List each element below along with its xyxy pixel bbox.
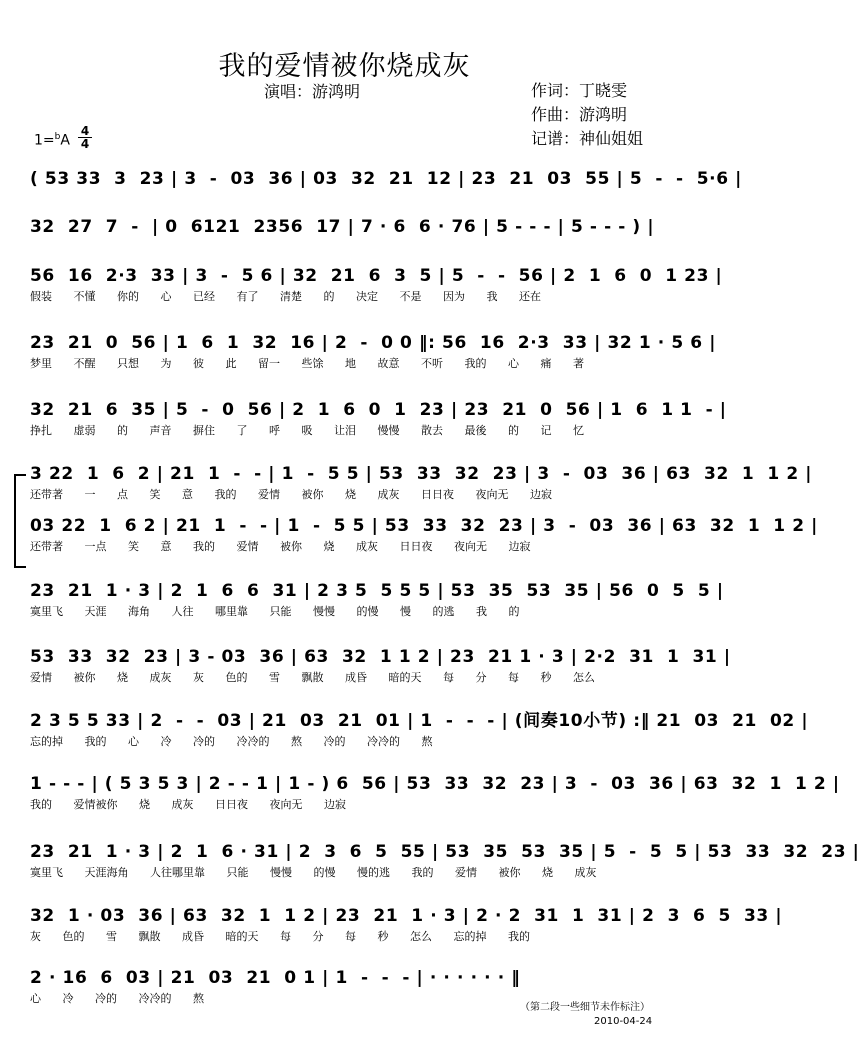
notation-line: 32 21 6 35 | 5 - 0 56 | 2 1 6 0 1 23 | 23 21 0 56 | 1 6 1 1 - | xyxy=(30,400,727,420)
lyric-line: 心 冷 冷的 冷冷的 熬 xyxy=(30,992,204,1005)
lyric-line: 爱情 被你 烧 成灰 灰 色的 雪 飘散 成昏 暗的天 每 分 每 秒 怎么 xyxy=(30,671,595,684)
lyric-line: 假装 不懂 你的 心 已经 有了 清楚 的 决定 不是 因为 我 还在 xyxy=(30,290,541,303)
footnote: （第二段一些细节未作标注） xyxy=(520,1002,650,1013)
notation-line: 1 - - - | ( 5 3 5 3 | 2 - - 1 | 1 - ) 6 56 | 53 33 32 23 | 3 - 03 36 | 63 32 1 1 2 | xyxy=(30,774,840,794)
notation-line: 2 · 16 6 03 | 21 03 21 0 1 | 1 - - - | · · · · · · ‖ xyxy=(30,968,521,988)
singer-credit: 演唱：游鸿明 xyxy=(264,82,361,101)
key-signature xyxy=(34,132,70,149)
lyric-line: 梦里 不醒 只想 为 彼 此 留一 些馀 地 故意 不听 我的 心 痛 著 xyxy=(30,357,584,370)
notation-line: 23 21 1 · 3 | 2 1 6 · 31 | 2 3 6 5 55 | 53 35 53 35 | 5 - 5 5 | 53 33 32 23 | xyxy=(30,842,859,862)
system-brace xyxy=(14,474,26,568)
lyricist-credit: 作词：丁晓雯 xyxy=(531,81,628,100)
notation-line: 32 27 7 - | 0 6121 2356 17 | 7 · 6 6 · 76 | 5 - - - | 5 - - - ) | xyxy=(30,217,655,237)
lyric-line: 还带著 一 点 笑 意 我的 爱情 被你 烧 成灰 日日夜 夜向无 边寂 xyxy=(30,488,552,501)
lyric-line: 寞里飞 天涯海角 人往哪里靠 只能 慢慢 的慢 慢的逃 我的 爱情 被你 烧 成灰 xyxy=(30,866,597,879)
time-signature xyxy=(78,125,92,150)
meter-bottom: 4 xyxy=(80,137,90,151)
meter-top: 4 xyxy=(78,125,92,138)
credits-block xyxy=(531,79,643,151)
lyric-line: 寞里飞 天涯 海角 人往 哪里靠 只能 慢慢 的慢 慢 的逃 我 的 xyxy=(30,605,520,618)
transcriber-credit: 记谱：神仙姐姐 xyxy=(531,129,644,148)
lyric-line: 忘的掉 我的 心 冷 冷的 冷冷的 熬 冷的 冷冷的 熬 xyxy=(30,735,433,748)
notation-line: ( 53 33 3 23 | 3 - 03 36 | 03 32 21 12 | 23 21 03 55 | 5 - - 5·6 | xyxy=(30,169,742,189)
key-prefix: 1= xyxy=(34,132,55,149)
notation-line: 3 22 1 6 2 | 21 1 - - | 1 - 5 5 | 53 33 32 23 | 3 - 03 36 | 63 32 1 1 2 | xyxy=(30,464,813,484)
notation-line: 23 21 1 · 3 | 2 1 6 6 31 | 2 3 5 5 5 5 | 53 35 53 35 | 56 0 5 5 | xyxy=(30,581,724,601)
lyric-line xyxy=(30,240,666,256)
date-stamp: 2010-04-24 xyxy=(594,1016,653,1027)
lyric-line: 还带著 一点 笑 意 我的 爱情 被你 烧 成灰 日日夜 夜向无 边寂 xyxy=(30,540,531,553)
lyric-line: 我的 爱情被你 烧 成灰 日日夜 夜向无 边寂 xyxy=(30,798,346,811)
notation-line: 56 16 2·3 33 | 3 - 5 6 | 32 21 6 3 5 | 5 - - 56 | 2 1 6 0 1 23 | xyxy=(30,266,723,286)
lyric-line: 挣扎 虚弱 的 声音 摒住 了 呼 吸 让泪 慢慢 散去 最後 的 记 忆 xyxy=(30,424,584,437)
composer-credit: 作曲：游鸿明 xyxy=(531,105,628,124)
notation-line: 32 1 · 03 36 | 63 32 1 1 2 | 23 21 1 · 3 | 2 · 2 31 1 31 | 2 3 6 5 33 | xyxy=(30,906,783,926)
notation-line: 03 22 1 6 2 | 21 1 - - | 1 - 5 5 | 53 33 32 23 | 3 - 03 36 | 63 32 1 1 2 | xyxy=(30,516,818,536)
flat-sign: b xyxy=(54,132,61,142)
notation-line: 53 33 32 23 | 3 - 03 36 | 63 32 1 1 2 | 23 21 1 · 3 | 2·2 31 1 31 | xyxy=(30,647,731,667)
song-title: 我的爱情被你烧成灰 xyxy=(218,51,471,82)
lyric-line: 灰 色的 雪 飘散 成昏 暗的天 每 分 每 秒 怎么 忘的掉 我的 xyxy=(30,930,530,943)
notation-line: 2 3 5 5 33 | 2 - - 03 | 21 03 21 01 | 1 - - - | (间奏10小节) :‖ 21 03 21 02 | xyxy=(30,711,809,731)
lyric-line xyxy=(30,192,666,208)
notation-line: 23 21 0 56 | 1 6 1 32 16 | 2 - 0 0 ‖: 56 16 2·3 33 | 32 1 · 5 6 | xyxy=(30,333,717,353)
key-note: A xyxy=(60,132,70,149)
